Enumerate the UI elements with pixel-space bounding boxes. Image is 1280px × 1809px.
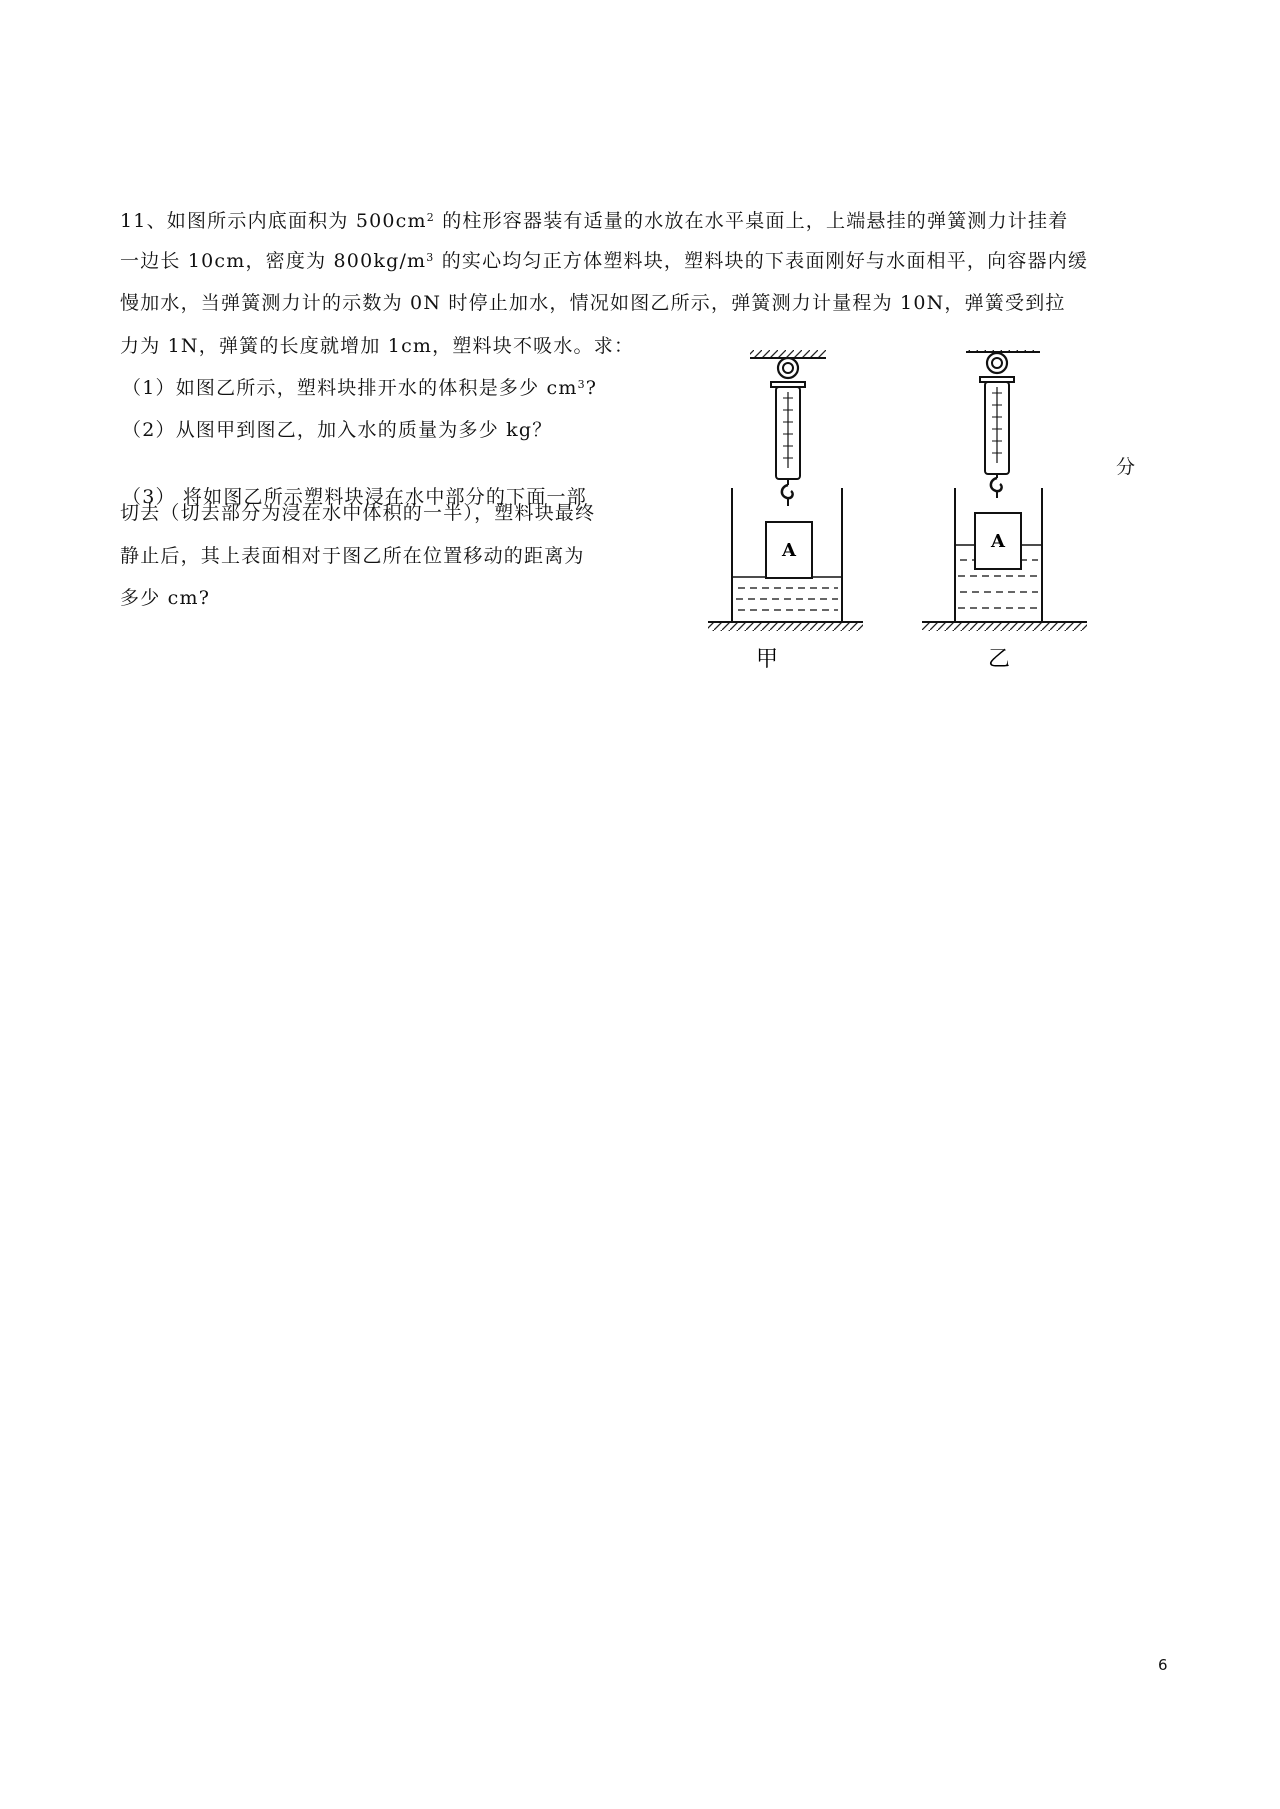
question-3-line-3: 静止后，其上表面相对于图乙所在位置移动的距离为 xyxy=(120,545,585,567)
ceiling-hatch-right xyxy=(966,350,1040,351)
problem-line-1: 11、如图所示内底面积为 $500cm^2$ 的柱形容器装有适量的水放在水平桌面上，上端悬挂的弹簧测力计挂着 xyxy=(120,210,1069,232)
page-number: 6 xyxy=(1158,1656,1168,1674)
spring-scale-left xyxy=(771,358,805,506)
caption-jia: 甲 xyxy=(755,647,779,672)
question-3-line-4: 多少 cm? xyxy=(120,587,211,609)
spring-scale-right xyxy=(980,353,1014,498)
ground-hatch-left xyxy=(708,622,863,631)
block-label-right: A xyxy=(991,531,1005,552)
question-1: （1）如图乙所示，塑料块排开水的体积是多少 $cm^3$? xyxy=(122,377,598,399)
ceiling-hatch-left xyxy=(750,350,826,357)
setup-left xyxy=(708,350,863,672)
caption-yi: 乙 xyxy=(987,647,1011,672)
question-3-line-1: （3） 将如图乙所示塑料块浸在水中部分的下面一部 xyxy=(122,486,587,508)
setup-right xyxy=(922,350,1087,672)
problem-line-2: 一边长 10cm，密度为 $800kg/m^3$ 的实心均匀正方体塑料块，塑料块的下表面刚好与水面相平，向容器内缓 xyxy=(120,250,1089,272)
problem-line-4: 力为 1N，弹簧的长度就增加 1cm，塑料块不吸水。求： xyxy=(120,335,635,357)
block-label-left: A xyxy=(782,540,796,561)
question-3-line-2: 切去（切去部分为浸在水中体积的一半），塑料块最终 xyxy=(120,502,596,524)
question-3-continuation: 分 xyxy=(1116,456,1136,478)
question-2: （2）从图甲到图乙，加入水的质量为多少 kg？ xyxy=(122,419,553,441)
experiment-figure xyxy=(690,350,1110,680)
problem-line-3: 慢加水，当弹簧测力计的示数为 0N 时停止加水，情况如图乙所示，弹簧测力计量程为 10N，弹簧受到拉 xyxy=(120,292,1066,314)
ground-hatch-right xyxy=(922,622,1087,631)
